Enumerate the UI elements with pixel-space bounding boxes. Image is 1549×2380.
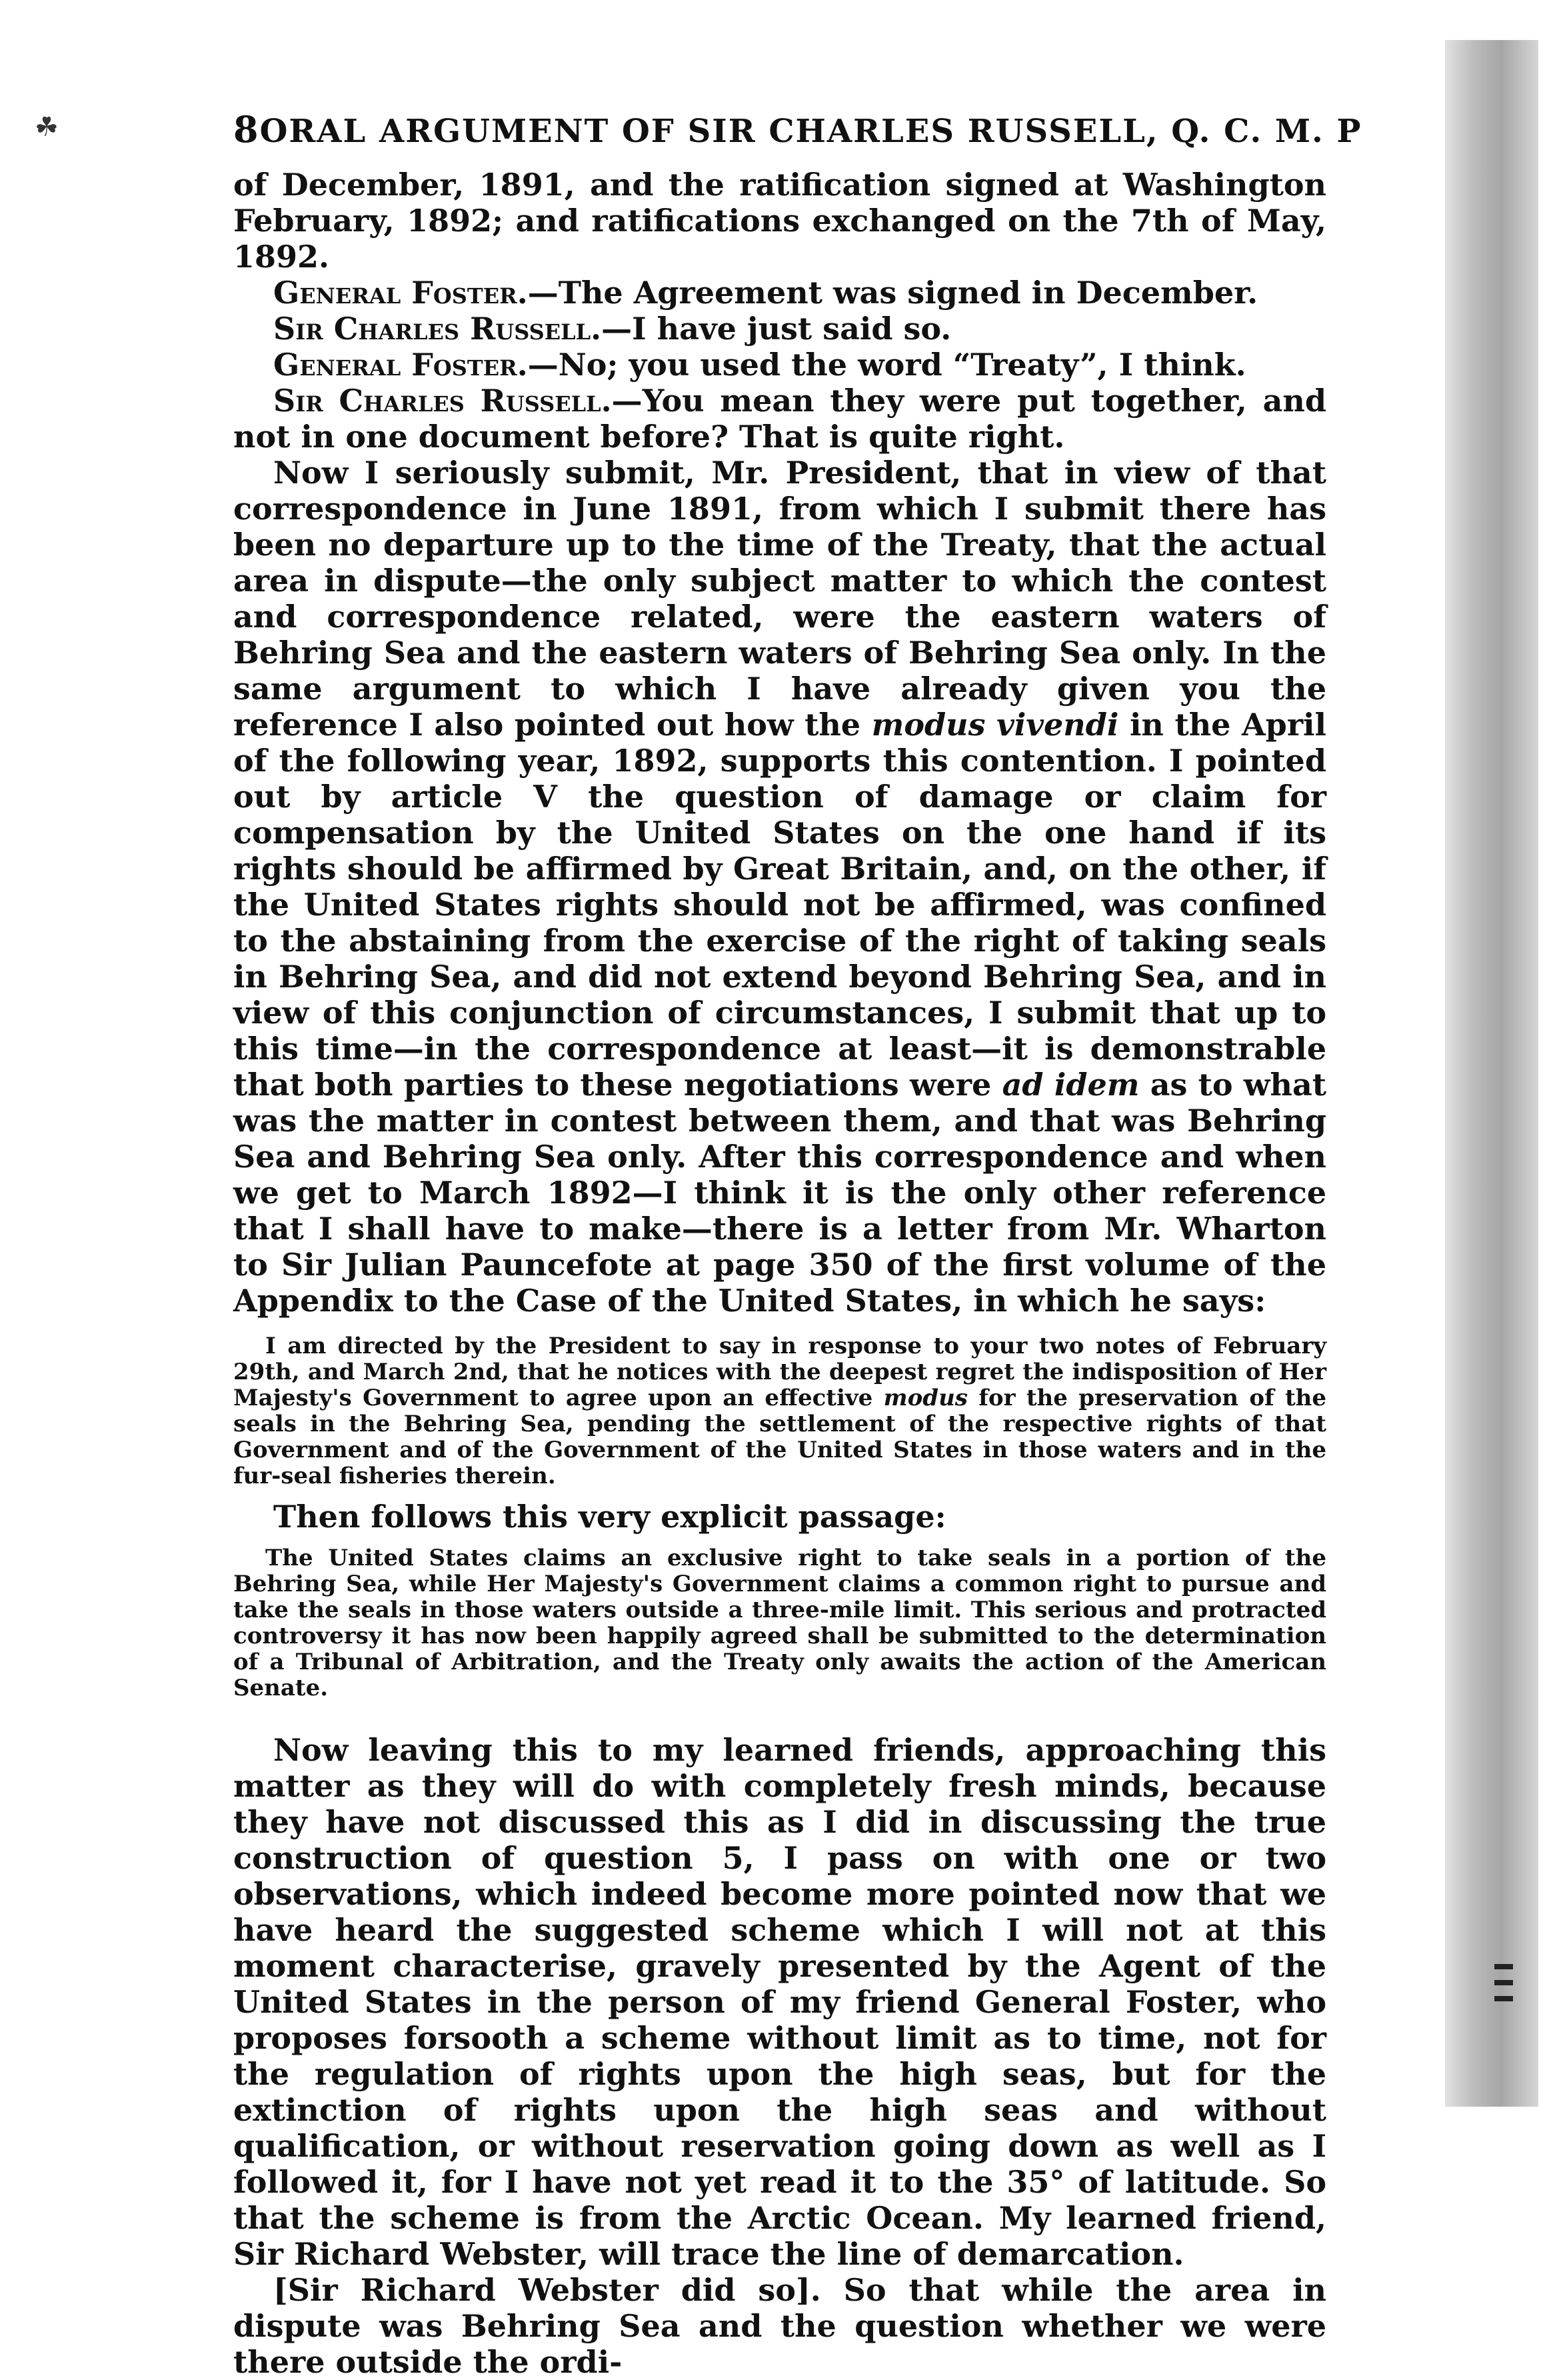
italic-term: ad idem <box>1002 1067 1140 1103</box>
dialogue-foster-2 <box>233 347 1326 383</box>
text-run: as to what was the matter in contest between them, and that was Behring Sea and Behring Sea only. After this correspondence and when we get to March 1892—I think it is the only other reference that I shall have to make—there is a letter from Mr. Wharton to Sir Julian Pauncefote at page 350 of the first volume of the Appendix to the Case of the United States, in which he says: <box>233 1067 1326 1319</box>
speech-text: —No; you used the word “Treaty”, I think. <box>527 347 1246 383</box>
dialogue-russell-2 <box>233 383 1326 455</box>
speaker-name: General Foster. <box>273 275 528 311</box>
binding-shadow <box>1445 40 1538 2107</box>
text-run: I am directed by the President to say in response to your two notes of February 29th, and March 2nd, that he notices with the deepest regret the indisposition of Her Majesty's Government to agree upon an effective <box>233 1333 1326 1411</box>
text-run: in the April of the following year, 1892, supports this contention. I pointed out by article V the question of damage or claim for compensation by the United States on the one hand if its rights should be affirmed by Great Britain, and, on the other, if the United States rights should not be affirmed, was confined to the abstaining from the exercise of the right of taking seals in Behring Sea, and did not extend beyond Behring Sea, and in view of this conjunction of circumstances, I submit that up to this time—in the correspondence at least—it is demonstrable that both parties to these negotiations were <box>233 707 1327 1103</box>
dialogue-foster-1 <box>233 275 1326 311</box>
speaker-name: General Foster. <box>273 347 528 383</box>
page-number: 8 <box>233 108 260 151</box>
speech-text: —You mean they were put together, and not in one document before? That is quite right. <box>233 383 1326 455</box>
running-head <box>233 108 1362 151</box>
block-quote-1 <box>233 1333 1326 1489</box>
page-content <box>233 108 1362 2380</box>
spacer <box>233 1711 1326 1732</box>
paragraph-closing: Now leaving this to my learned friends, approaching this matter as they will do with completely fresh minds, because they have not discussed this as I did in discussing the true construction of question 5, I pass on with one or two observations, which indeed become more pointed now that we have heard the suggested scheme which I will not at this moment characterise, gravely presented by the Agent of the United States in the person of my friend General Foster, who proposes forsooth a scheme without limit as to time, not for the regulation of rights upon the high seas, but for the extinction of rights upon the high seas and without qualification, or without reservation going down as well as I followed it, for I have not yet read it to the 35° of latitude. So that the scheme is from the Arctic Ocean. My learned friend, Sir Richard Webster, will trace the line of demarcation. <box>233 1732 1326 2272</box>
speaker-name: Sir Charles Russell. <box>273 311 602 347</box>
italic-term: modus <box>883 1385 968 1411</box>
text-run: for the preservation of the seals in the Behring Sea, pending the settlement of the respective rights of that Government and of the Government of the United States in those waters and in the fur-seal fisheries therein. <box>233 1385 1326 1489</box>
speech-text: —The Agreement was signed in December. <box>527 275 1258 311</box>
paragraph-1: of December, 1891, and the ratification signed at Washington February, 1892; and ratifications exchanged on the 7th of May, 1892. <box>233 167 1326 275</box>
dialogue-russell-1 <box>233 311 1326 347</box>
speech-text: —I have just said so. <box>601 311 952 347</box>
edge-marks <box>1490 1953 1517 2040</box>
paragraph-argument <box>233 455 1326 1319</box>
quote-intro: Then follows this very explicit passage: <box>273 1499 946 1535</box>
speaker-name: Sir Charles Russell. <box>273 383 612 419</box>
margin-smudge: ☘ <box>35 112 59 143</box>
text-run: Now I seriously submit, Mr. President, that in view of that correspondence in June 1891, from which I submit there has been no departure up to the time of the Treaty, that the actual area in dispute—the only subject matter to which the contest and correspondence related, were the eastern waters of Behring Sea and the eastern waters of Behring Sea only. In the same argument to which I have already given you the reference I also pointed out how the <box>233 455 1326 743</box>
running-head-title: ORAL ARGUMENT OF SIR CHARLES RUSSELL, Q. C. M. P <box>259 113 1362 150</box>
block-quote-2: The United States claims an exclusive right to take seals in a portion of the Behring Sea, while Her Majesty's Government claims a common right to pursue and take the seals in those waters outside a three-mile limit. This serious and protracted controversy it has now been happily agreed shall be submitted to the determination of a Tribunal of Arbitration, and the Treaty only awaits the action of the American Senate. <box>233 1545 1326 1701</box>
paragraph-final: [Sir Richard Webster did so]. So that while the area in dispute was Behring Sea and the question whether we were there outside the ordi- <box>233 2272 1326 2380</box>
italic-term: modus vivendi <box>871 707 1119 743</box>
